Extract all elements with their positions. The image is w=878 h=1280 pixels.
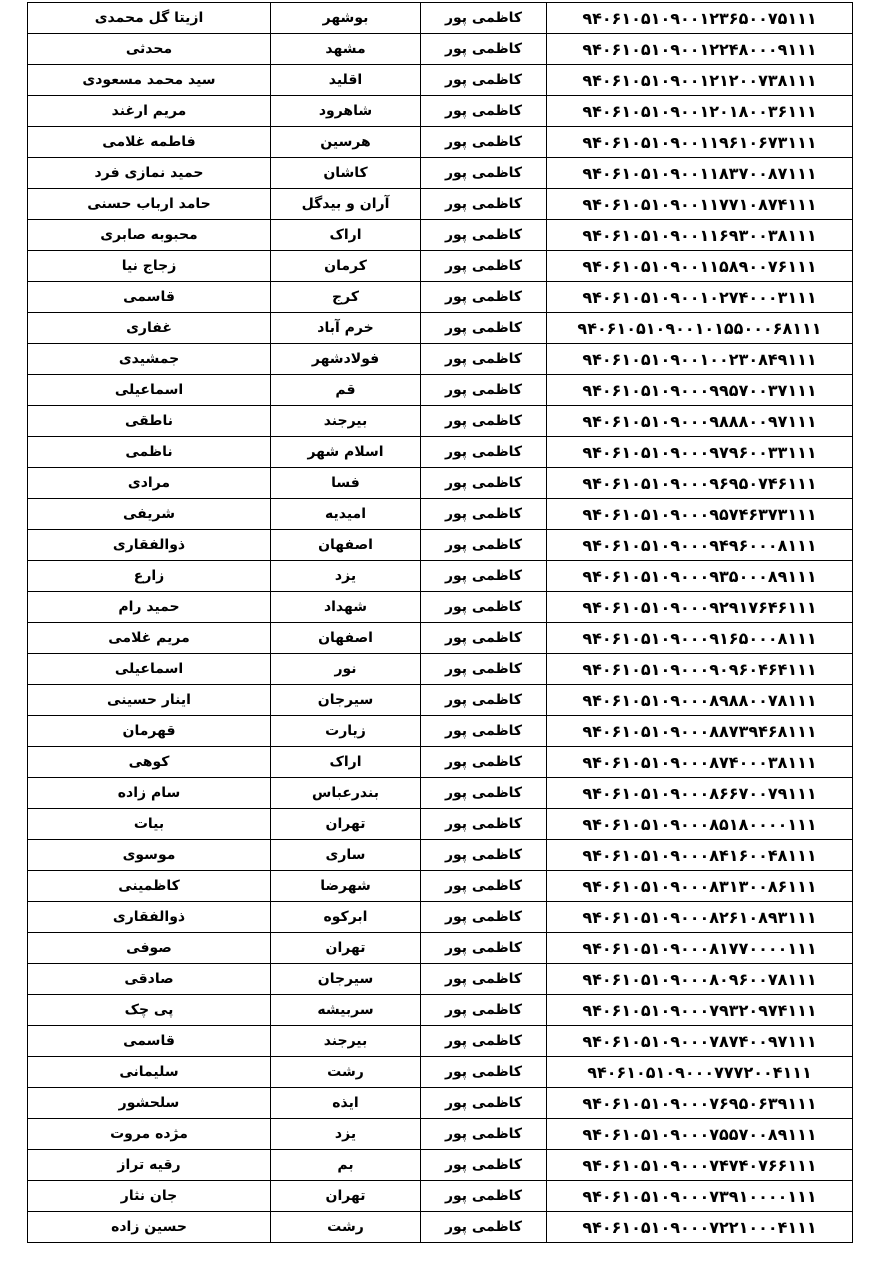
family-cell: کاظمی پور: [421, 437, 547, 468]
name-cell: سید محمد مسعودی: [28, 65, 271, 96]
table-row: [28, 1181, 853, 1212]
table-row: [28, 1119, 853, 1150]
name-cell: رقیه تراز: [28, 1150, 271, 1181]
family-cell: کاظمی پور: [421, 34, 547, 65]
table-row: [28, 313, 853, 344]
tracking-code-cell: ۹۴۰۶۱۰۵۱۰۹۰۰۰۸۲۶۱۰۸۹۳۱۱۱: [547, 902, 853, 933]
tracking-code-cell: ۹۴۰۶۱۰۵۱۰۹۰۰۰۷۸۷۴۰۰۹۷۱۱۱: [547, 1026, 853, 1057]
name-cell: صوفی: [28, 933, 271, 964]
table-row: [28, 809, 853, 840]
family-cell: کاظمی پور: [421, 964, 547, 995]
family-cell: کاظمی پور: [421, 592, 547, 623]
city-cell: تهران: [271, 933, 421, 964]
name-cell: مریم غلامی: [28, 623, 271, 654]
table-row: [28, 344, 853, 375]
name-cell: اسماعیلی: [28, 375, 271, 406]
table-row: [28, 499, 853, 530]
family-cell: کاظمی پور: [421, 654, 547, 685]
name-cell: صادقی: [28, 964, 271, 995]
family-cell: کاظمی پور: [421, 685, 547, 716]
table-row: [28, 34, 853, 65]
table-row: [28, 3, 853, 34]
tracking-code-cell: ۹۴۰۶۱۰۵۱۰۹۰۰۱۱۷۷۱۰۸۷۴۱۱۱: [547, 189, 853, 220]
name-cell: کوهی: [28, 747, 271, 778]
tracking-code-cell: ۹۴۰۶۱۰۵۱۰۹۰۰۱۲۰۱۸۰۰۳۶۱۱۱: [547, 96, 853, 127]
table-row: [28, 220, 853, 251]
name-cell: بیات: [28, 809, 271, 840]
family-cell: کاظمی پور: [421, 1026, 547, 1057]
family-cell: کاظمی پور: [421, 189, 547, 220]
city-cell: اراک: [271, 747, 421, 778]
city-cell: اراک: [271, 220, 421, 251]
table-row: [28, 1088, 853, 1119]
table-row: [28, 468, 853, 499]
name-cell: شریفی: [28, 499, 271, 530]
name-cell: پی چک: [28, 995, 271, 1026]
city-cell: بندرعباس: [271, 778, 421, 809]
tracking-code-cell: ۹۴۰۶۱۰۵۱۰۹۰۰۰۷۲۲۱۰۰۰۴۱۱۱: [547, 1212, 853, 1243]
city-cell: شاهرود: [271, 96, 421, 127]
name-cell: ناطقی: [28, 406, 271, 437]
table-row: [28, 933, 853, 964]
table-row: [28, 716, 853, 747]
tracking-code-cell: ۹۴۰۶۱۰۵۱۰۹۰۰۱۱۵۸۹۰۰۷۶۱۱۱: [547, 251, 853, 282]
table-row: [28, 995, 853, 1026]
family-cell: کاظمی پور: [421, 313, 547, 344]
table-row: [28, 685, 853, 716]
city-cell: هرسین: [271, 127, 421, 158]
name-cell: سام زاده: [28, 778, 271, 809]
tracking-code-cell: ۹۴۰۶۱۰۵۱۰۹۰۰۰۹۰۹۶۰۴۶۴۱۱۱: [547, 654, 853, 685]
family-cell: کاظمی پور: [421, 933, 547, 964]
city-cell: زیارت: [271, 716, 421, 747]
city-cell: سیرجان: [271, 964, 421, 995]
family-cell: کاظمی پور: [421, 1057, 547, 1088]
city-cell: شهرضا: [271, 871, 421, 902]
family-cell: کاظمی پور: [421, 127, 547, 158]
table-row: [28, 592, 853, 623]
table-row: [28, 437, 853, 468]
table-row: [28, 251, 853, 282]
tracking-code-cell: ۹۴۰۶۱۰۵۱۰۹۰۰۰۹۵۷۴۶۳۷۳۱۱۱: [547, 499, 853, 530]
family-cell: کاظمی پور: [421, 1212, 547, 1243]
tracking-code-cell: ۹۴۰۶۱۰۵۱۰۹۰۰۰۷۹۳۲۰۹۷۴۱۱۱: [547, 995, 853, 1026]
tracking-code-cell: ۹۴۰۶۱۰۵۱۰۹۰۰۰۹۹۵۷۰۰۳۷۱۱۱: [547, 375, 853, 406]
family-cell: کاظمی پور: [421, 778, 547, 809]
name-cell: ازیتا گل محمدی: [28, 3, 271, 34]
tracking-code-cell: ۹۴۰۶۱۰۵۱۰۹۰۰۱۲۲۴۸۰۰۰۹۱۱۱: [547, 34, 853, 65]
tracking-code-cell: ۹۴۰۶۱۰۵۱۰۹۰۰۰۸۹۸۸۰۰۷۸۱۱۱: [547, 685, 853, 716]
table-row: [28, 778, 853, 809]
table-row: [28, 747, 853, 778]
family-cell: کاظمی پور: [421, 623, 547, 654]
family-cell: کاظمی پور: [421, 871, 547, 902]
tracking-code-cell: ۹۴۰۶۱۰۵۱۰۹۰۰۱۰۲۷۴۰۰۰۳۱۱۱: [547, 282, 853, 313]
tracking-code-cell: ۹۴۰۶۱۰۵۱۰۹۰۰۰۹۲۹۱۷۶۴۶۱۱۱: [547, 592, 853, 623]
table-row: [28, 65, 853, 96]
tracking-code-cell: ۹۴۰۶۱۰۵۱۰۹۰۰۰۷۶۹۵۰۶۳۹۱۱۱: [547, 1088, 853, 1119]
city-cell: سربیشه: [271, 995, 421, 1026]
tracking-code-cell: ۹۴۰۶۱۰۵۱۰۹۰۰۰۹۸۸۸۰۰۹۷۱۱۱: [547, 406, 853, 437]
family-cell: کاظمی پور: [421, 251, 547, 282]
family-cell: کاظمی پور: [421, 1119, 547, 1150]
city-cell: کرمان: [271, 251, 421, 282]
city-cell: مشهد: [271, 34, 421, 65]
name-cell: حسین زاده: [28, 1212, 271, 1243]
name-cell: فاطمه غلامی: [28, 127, 271, 158]
family-cell: کاظمی پور: [421, 468, 547, 499]
name-cell: ذوالفقاری: [28, 902, 271, 933]
table-row: [28, 561, 853, 592]
name-cell: کاظمینی: [28, 871, 271, 902]
city-cell: رشت: [271, 1057, 421, 1088]
tracking-code-cell: ۹۴۰۶۱۰۵۱۰۹۰۰۰۹۱۶۵۰۰۰۸۱۱۱: [547, 623, 853, 654]
name-cell: مرادی: [28, 468, 271, 499]
name-cell: قهرمان: [28, 716, 271, 747]
family-cell: کاظمی پور: [421, 158, 547, 189]
tracking-code-cell: ۹۴۰۶۱۰۵۱۰۹۰۰۱۰۰۲۳۰۸۴۹۱۱۱: [547, 344, 853, 375]
family-cell: کاظمی پور: [421, 902, 547, 933]
city-cell: قم: [271, 375, 421, 406]
tracking-code-cell: ۹۴۰۶۱۰۵۱۰۹۰۰۱۲۳۶۵۰۰۷۵۱۱۱: [547, 3, 853, 34]
table-row: [28, 623, 853, 654]
tracking-code-cell: ۹۴۰۶۱۰۵۱۰۹۰۰۰۷۵۵۷۰۰۸۹۱۱۱: [547, 1119, 853, 1150]
tracking-code-cell: ۹۴۰۶۱۰۵۱۰۹۰۰۱۰۱۵۵۰۰۰۶۸۱۱۱: [547, 313, 853, 344]
tracking-code-cell: ۹۴۰۶۱۰۵۱۰۹۰۰۰۸۵۱۸۰۰۰۰۱۱۱: [547, 809, 853, 840]
city-cell: سیرجان: [271, 685, 421, 716]
tracking-code-cell: ۹۴۰۶۱۰۵۱۰۹۰۰۱۱۶۹۳۰۰۳۸۱۱۱: [547, 220, 853, 251]
table-row: [28, 530, 853, 561]
name-cell: سلیمانی: [28, 1057, 271, 1088]
table-row: [28, 1026, 853, 1057]
city-cell: یزد: [271, 1119, 421, 1150]
tracking-code-cell: ۹۴۰۶۱۰۵۱۰۹۰۰۰۸۰۹۶۰۰۷۸۱۱۱: [547, 964, 853, 995]
family-cell: کاظمی پور: [421, 1150, 547, 1181]
table-row: [28, 189, 853, 220]
city-cell: ساری: [271, 840, 421, 871]
tracking-code-cell: ۹۴۰۶۱۰۵۱۰۹۰۰۰۸۳۱۳۰۰۸۶۱۱۱: [547, 871, 853, 902]
family-cell: کاظمی پور: [421, 220, 547, 251]
name-cell: غفاری: [28, 313, 271, 344]
table-row: [28, 1150, 853, 1181]
tracking-code-cell: ۹۴۰۶۱۰۵۱۰۹۰۰۰۹۷۹۶۰۰۳۳۱۱۱: [547, 437, 853, 468]
table-row: [28, 282, 853, 313]
tracking-code-cell: ۹۴۰۶۱۰۵۱۰۹۰۰۱۱۸۳۷۰۰۸۷۱۱۱: [547, 158, 853, 189]
table-row: [28, 840, 853, 871]
city-cell: خرم آباد: [271, 313, 421, 344]
records-table-body: [28, 3, 853, 1243]
name-cell: محبوبه صابری: [28, 220, 271, 251]
city-cell: اقلید: [271, 65, 421, 96]
tracking-code-cell: ۹۴۰۶۱۰۵۱۰۹۰۰۰۷۴۷۴۰۷۶۶۱۱۱: [547, 1150, 853, 1181]
city-cell: کاشان: [271, 158, 421, 189]
city-cell: رشت: [271, 1212, 421, 1243]
tracking-code-cell: ۹۴۰۶۱۰۵۱۰۹۰۰۰۸۴۱۶۰۰۴۸۱۱۱: [547, 840, 853, 871]
name-cell: زارع: [28, 561, 271, 592]
name-cell: جان نثار: [28, 1181, 271, 1212]
city-cell: تهران: [271, 1181, 421, 1212]
name-cell: زجاج نیا: [28, 251, 271, 282]
tracking-code-cell: ۹۴۰۶۱۰۵۱۰۹۰۰۰۹۶۹۵۰۷۴۶۱۱۱: [547, 468, 853, 499]
family-cell: کاظمی پور: [421, 995, 547, 1026]
table-row: [28, 158, 853, 189]
tracking-code-cell: ۹۴۰۶۱۰۵۱۰۹۰۰۰۸۷۴۰۰۰۳۸۱۱۱: [547, 747, 853, 778]
name-cell: محدثی: [28, 34, 271, 65]
table-row: [28, 654, 853, 685]
tracking-code-cell: ۹۴۰۶۱۰۵۱۰۹۰۰۰۷۷۷۲۰۰۴۱۱۱: [547, 1057, 853, 1088]
family-cell: کاظمی پور: [421, 406, 547, 437]
tracking-code-cell: ۹۴۰۶۱۰۵۱۰۹۰۰۰۷۳۹۱۰۰۰۰۱۱۱: [547, 1181, 853, 1212]
name-cell: حمید رام: [28, 592, 271, 623]
name-cell: اسماعیلی: [28, 654, 271, 685]
table-row: [28, 964, 853, 995]
name-cell: مژده مروت: [28, 1119, 271, 1150]
city-cell: کرج: [271, 282, 421, 313]
city-cell: ایذه: [271, 1088, 421, 1119]
name-cell: سلحشور: [28, 1088, 271, 1119]
family-cell: کاظمی پور: [421, 1181, 547, 1212]
name-cell: ناظمی: [28, 437, 271, 468]
family-cell: کاظمی پور: [421, 3, 547, 34]
tracking-code-cell: ۹۴۰۶۱۰۵۱۰۹۰۰۰۸۸۷۳۹۴۶۸۱۱۱: [547, 716, 853, 747]
family-cell: کاظمی پور: [421, 65, 547, 96]
name-cell: ذوالفقاری: [28, 530, 271, 561]
records-table: [27, 2, 853, 1243]
tracking-code-cell: ۹۴۰۶۱۰۵۱۰۹۰۰۱۲۱۲۰۰۷۳۸۱۱۱: [547, 65, 853, 96]
family-cell: کاظمی پور: [421, 499, 547, 530]
family-cell: کاظمی پور: [421, 747, 547, 778]
name-cell: حمید نمازی فرد: [28, 158, 271, 189]
table-row: [28, 1212, 853, 1243]
family-cell: کاظمی پور: [421, 375, 547, 406]
family-cell: کاظمی پور: [421, 344, 547, 375]
city-cell: بیرجند: [271, 1026, 421, 1057]
table-row: [28, 1057, 853, 1088]
city-cell: اصفهان: [271, 623, 421, 654]
city-cell: یزد: [271, 561, 421, 592]
name-cell: موسوی: [28, 840, 271, 871]
tracking-code-cell: ۹۴۰۶۱۰۵۱۰۹۰۰۰۸۶۶۷۰۰۷۹۱۱۱: [547, 778, 853, 809]
family-cell: کاظمی پور: [421, 840, 547, 871]
city-cell: فولادشهر: [271, 344, 421, 375]
name-cell: حامد ارباب حسنی: [28, 189, 271, 220]
city-cell: بم: [271, 1150, 421, 1181]
table-row: [28, 127, 853, 158]
tracking-code-cell: ۹۴۰۶۱۰۵۱۰۹۰۰۰۹۴۹۶۰۰۰۸۱۱۱: [547, 530, 853, 561]
city-cell: بوشهر: [271, 3, 421, 34]
name-cell: قاسمی: [28, 1026, 271, 1057]
table-row: [28, 375, 853, 406]
table-row: [28, 406, 853, 437]
table-row: [28, 96, 853, 127]
city-cell: اصفهان: [271, 530, 421, 561]
city-cell: تهران: [271, 809, 421, 840]
city-cell: اسلام شهر: [271, 437, 421, 468]
family-cell: کاظمی پور: [421, 96, 547, 127]
city-cell: نور: [271, 654, 421, 685]
family-cell: کاظمی پور: [421, 716, 547, 747]
family-cell: کاظمی پور: [421, 809, 547, 840]
tracking-code-cell: ۹۴۰۶۱۰۵۱۰۹۰۰۰۹۳۵۰۰۰۸۹۱۱۱: [547, 561, 853, 592]
city-cell: شهداد: [271, 592, 421, 623]
city-cell: ابرکوه: [271, 902, 421, 933]
city-cell: بیرجند: [271, 406, 421, 437]
table-row: [28, 902, 853, 933]
city-cell: فسا: [271, 468, 421, 499]
family-cell: کاظمی پور: [421, 1088, 547, 1119]
tracking-code-cell: ۹۴۰۶۱۰۵۱۰۹۰۰۱۱۹۶۱۰۶۷۳۱۱۱: [547, 127, 853, 158]
name-cell: جمشیدی: [28, 344, 271, 375]
name-cell: مریم ارغند: [28, 96, 271, 127]
family-cell: کاظمی پور: [421, 561, 547, 592]
tracking-code-cell: ۹۴۰۶۱۰۵۱۰۹۰۰۰۸۱۷۷۰۰۰۰۱۱۱: [547, 933, 853, 964]
name-cell: اینار حسینی: [28, 685, 271, 716]
family-cell: کاظمی پور: [421, 282, 547, 313]
city-cell: آران و بیدگل: [271, 189, 421, 220]
name-cell: قاسمی: [28, 282, 271, 313]
city-cell: امیدیه: [271, 499, 421, 530]
table-row: [28, 871, 853, 902]
family-cell: کاظمی پور: [421, 530, 547, 561]
